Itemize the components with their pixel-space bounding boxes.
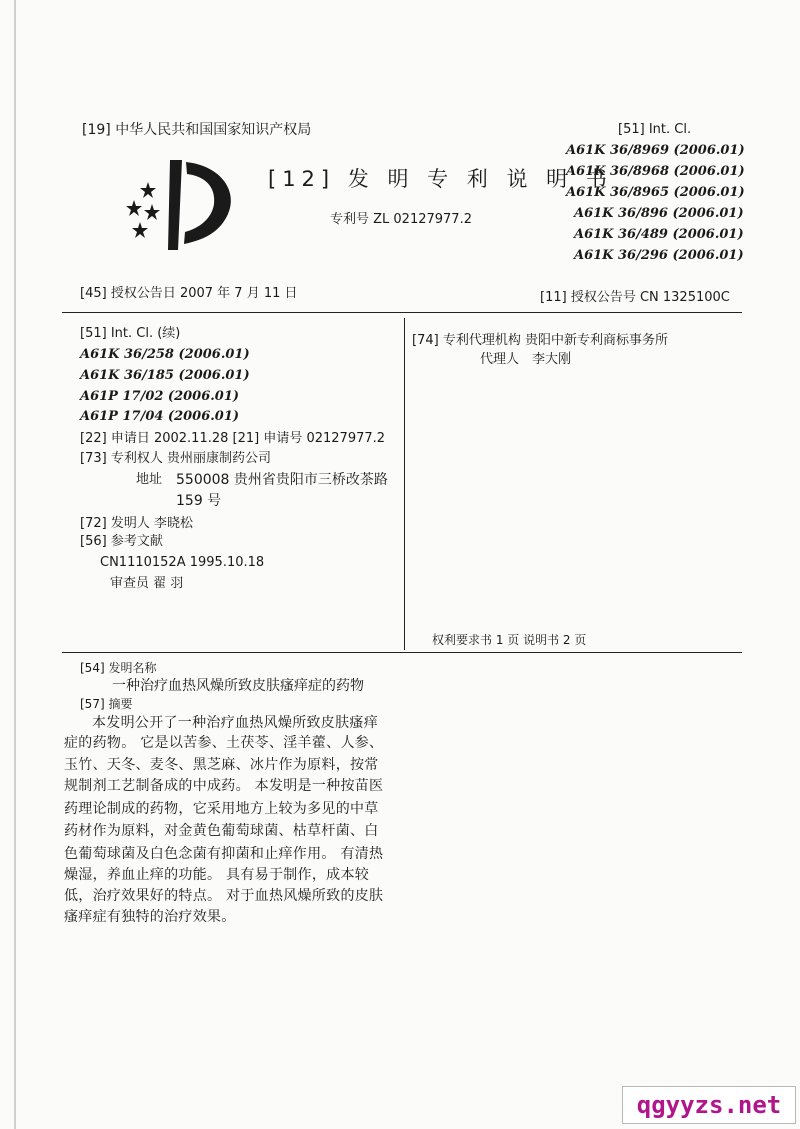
inventor: [72] 发明人 李晓松 — [80, 516, 193, 531]
address-label: 地址 — [136, 472, 163, 487]
int-cl-code: A61P 17/02 (2006.01) — [80, 389, 240, 404]
document-type-title: [12] 发 明 专 利 说 明 书 — [268, 167, 613, 191]
agent-name: 李大刚 — [532, 352, 572, 367]
int-cl-code: A61K 36/489 (2006.01) — [574, 227, 744, 242]
reference-item: CN1110152A 1995.10.18 — [100, 555, 265, 570]
abstract-line: 燥湿，养血止痒的功能。 具有易于制作，成本较 — [64, 867, 370, 883]
abstract-line: 低，治疗效果好的特点。 对于血热风燥所致的皮肤 — [64, 888, 384, 904]
int-cl-code: A61K 36/8968 (2006.01) — [566, 164, 745, 179]
abstract-line: 药理论制成的药物，它采用地方上较为多见的中草 — [64, 801, 379, 817]
references-label: [56] 参考文献 — [80, 534, 163, 549]
address-line-2: 159 号 — [176, 493, 222, 509]
int-cl-code: A61K 36/185 (2006.01) — [80, 368, 250, 383]
section-rule — [62, 652, 742, 653]
int-cl-code: A61K 36/258 (2006.01) — [80, 347, 250, 362]
abstract-label: [57] 摘要 — [80, 697, 133, 711]
agent-label: 代理人 — [480, 352, 520, 367]
sipo-logo-icon — [112, 152, 240, 256]
scan-edge — [14, 0, 16, 1129]
column-divider — [404, 318, 405, 650]
filing-info: [22] 申请日 2002.11.28 [21] 申请号 02127977.2 — [80, 431, 386, 446]
abstract-line: 本发明公开了一种治疗血热风燥所致皮肤瘙痒 — [92, 715, 378, 731]
address-line-1: 550008 贵州省贵阳市三桥改茶路 — [176, 472, 388, 488]
int-cl-code: A61K 36/296 (2006.01) — [574, 248, 744, 263]
examiner: 审查员 翟 羽 — [110, 576, 184, 591]
patent-agency: [74] 专利代理机构 贵阳中新专利商标事务所 — [412, 333, 668, 348]
abstract-line: 玉竹、天冬、麦冬、黑芝麻、冰片作为原料，按常 — [64, 757, 379, 773]
int-cl-code: A61K 36/8965 (2006.01) — [566, 185, 745, 200]
watermark-text: qgyyzs.net — [636, 1091, 782, 1119]
grant-date: [45] 授权公告日 2007 年 7 月 11 日 — [80, 286, 298, 301]
abstract-line: 症的药物。 它是以苦参、土茯苓、淫羊藿、人参、 — [64, 735, 384, 751]
abstract-line: 规制剂工艺制备成的中成药。 本发明是一种按苗医 — [64, 778, 384, 794]
patentee: [73] 专利权人 贵州丽康制药公司 — [80, 451, 271, 466]
abstract-line: 色葡萄球菌及白色念菌有抑菌和止痒作用。 有清热 — [64, 846, 384, 862]
patent-number: 专利号 ZL 02127977.2 — [330, 212, 472, 227]
invention-title-label: [54] 发明名称 — [80, 661, 157, 675]
grant-number: [11] 授权公告号 CN 1325100C — [540, 290, 730, 305]
abstract-line: 药材作为原料，对金黄色葡萄球菌、枯草杆菌、白 — [64, 823, 379, 839]
int-cl-continued-label: [51] Int. Cl. (续) — [80, 326, 181, 341]
abstract-line: 瘙痒症有独特的治疗效果。 — [64, 909, 236, 925]
int-cl-code: A61K 36/896 (2006.01) — [574, 206, 744, 221]
office-name: [19] 中华人民共和国国家知识产权局 — [82, 122, 312, 138]
site-watermark — [622, 1086, 796, 1124]
pages-info: 权利要求书 1 页 说明书 2 页 — [432, 633, 587, 647]
int-cl-code: A61P 17/04 (2006.01) — [80, 409, 240, 424]
int-cl-code: A61K 36/8969 (2006.01) — [566, 143, 745, 158]
invention-title: 一种治疗血热风燥所致皮肤瘙痒症的药物 — [112, 678, 364, 694]
int-cl-label: [51] Int. Cl. — [618, 122, 692, 137]
header-rule — [62, 312, 742, 313]
